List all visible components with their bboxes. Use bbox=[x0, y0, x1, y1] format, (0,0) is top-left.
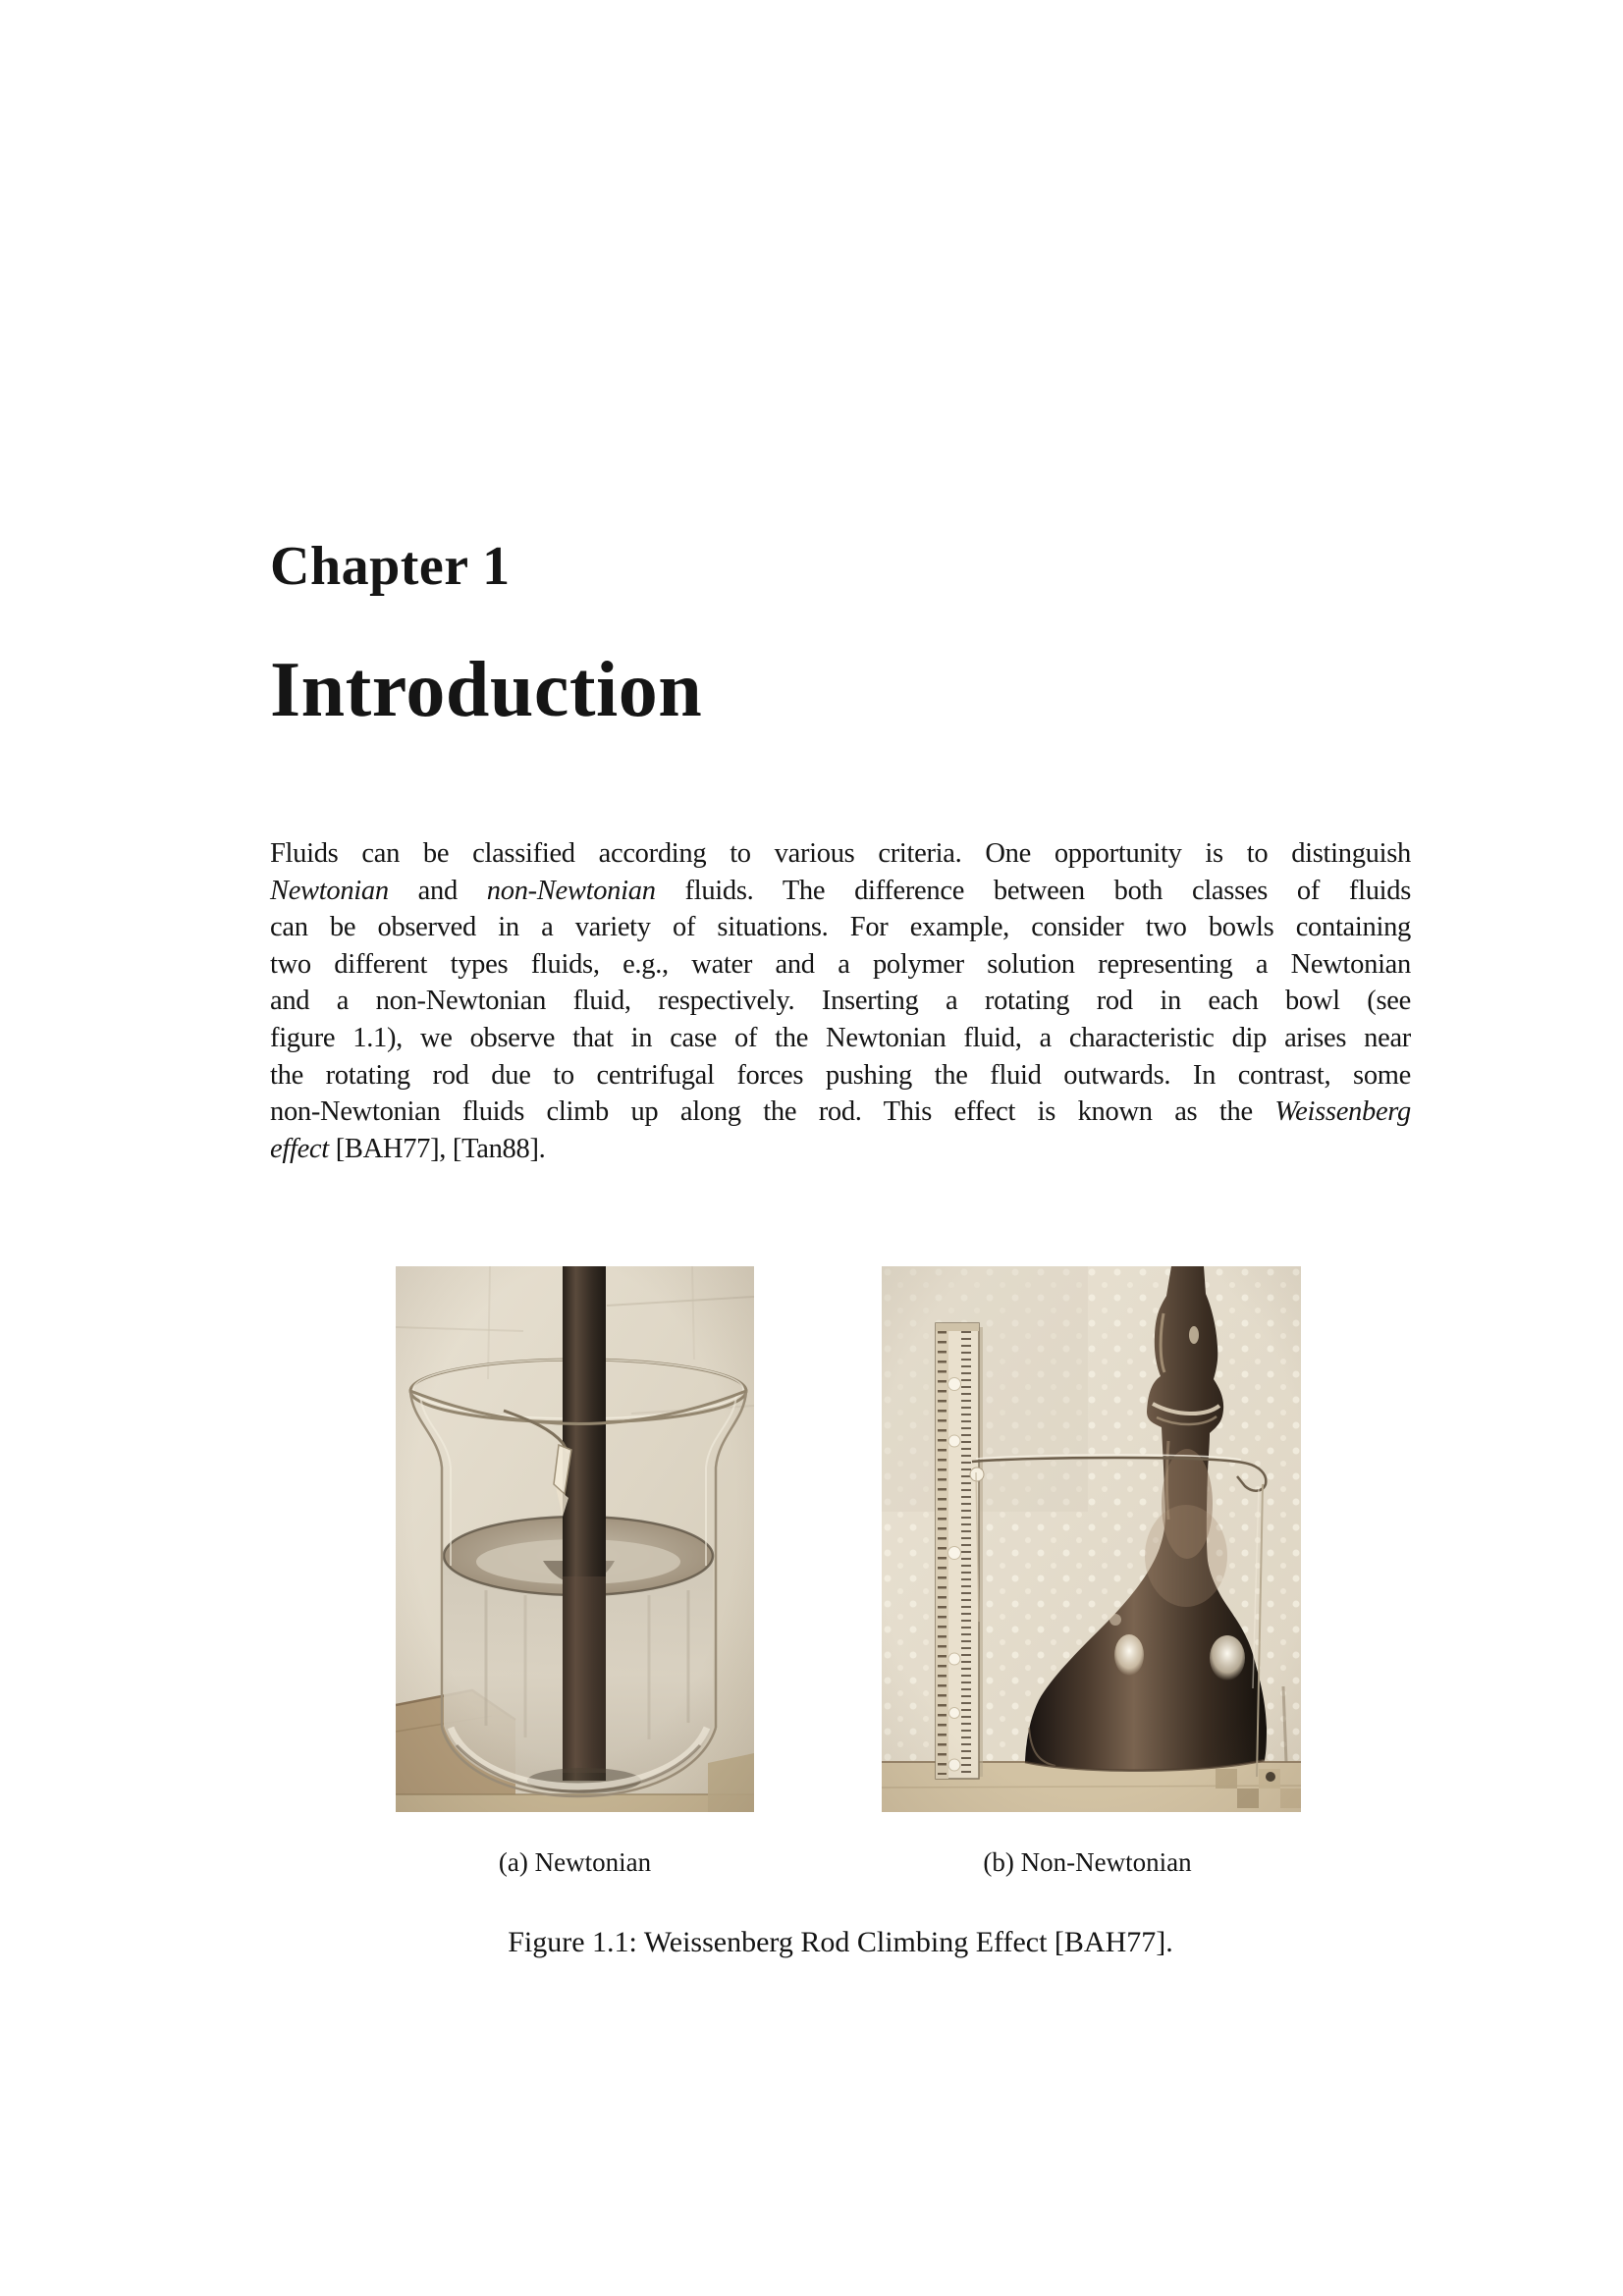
chapter-label: Chapter 1 bbox=[270, 536, 511, 597]
paragraph-line: and a non-Newtonian fluid, respectively. Inserting a rotating rod in each bowl (see bbox=[270, 986, 1411, 1017]
non-newtonian-photo-drawing bbox=[882, 1266, 1301, 1812]
paragraph-line: non-Newtonian fluids climb up along the rod. This effect is known as the Weissenberg bbox=[270, 1096, 1411, 1128]
paragraph-line: effect [BAH77], [Tan88]. bbox=[270, 1133, 546, 1164]
paragraph-line: Newtonian and non-Newtonian fluids. The difference between both classes of fluids bbox=[270, 875, 1411, 906]
subcaption-newtonian: (a) Newtonian bbox=[498, 1847, 652, 1877]
paragraph-line: the rotating rod due to centrifugal forces pushing the fluid outwards. In contrast, some bbox=[270, 1059, 1411, 1091]
newtonian-photo-drawing bbox=[396, 1266, 754, 1812]
figure-caption: Figure 1.1: Weissenberg Rod Climbing Effect [BAH77]. bbox=[508, 1926, 1173, 1958]
paragraph bbox=[270, 835, 1411, 1167]
non-newtonian-photo bbox=[882, 1266, 1301, 1812]
newtonian-photo bbox=[396, 1266, 754, 1812]
paragraph-line: can be observed in a variety of situations. For example, consider two bowls containing bbox=[270, 912, 1411, 943]
paragraph-line: Fluids can be classified according to various criteria. One opportunity is to distinguish bbox=[270, 838, 1411, 869]
page-title: Introduction bbox=[270, 647, 703, 733]
paragraph-line: two different types fluids, e.g., water and a polymer solution representing a Newtonian bbox=[270, 948, 1411, 980]
paragraph-line: figure 1.1), we observe that in case of the Newtonian fluid, a characteristic dip arises near bbox=[270, 1022, 1411, 1053]
subcaption-non-newtonian: (b) Non-Newtonian bbox=[983, 1847, 1192, 1877]
